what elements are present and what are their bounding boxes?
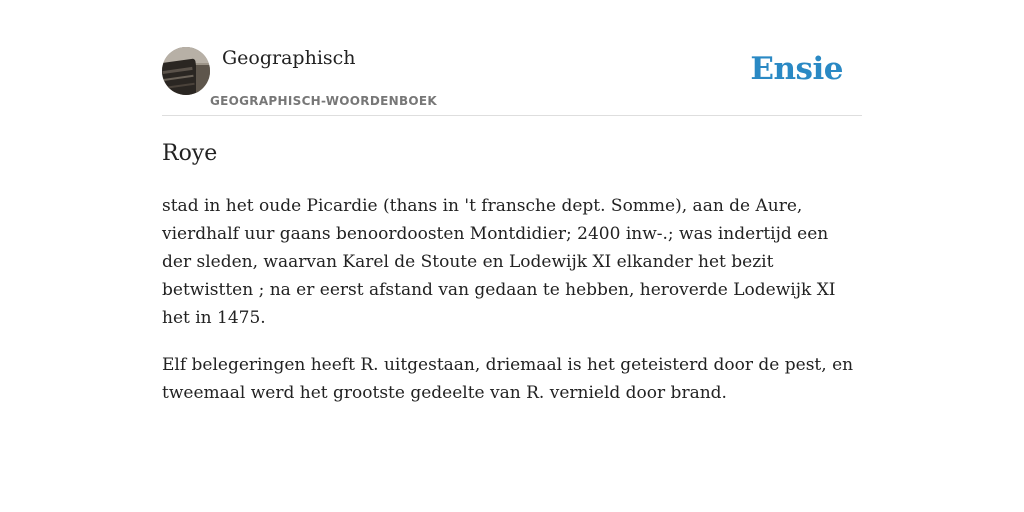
page-container (162, 0, 862, 512)
entry-title: Roye (162, 141, 218, 166)
definition-paragraph: Elf belegeringen heeft R. uitgestaan, driemaal is het geteisterd door de pest, en tweemaal werd het grootste gedeelte van R. vernield door brand. (162, 355, 854, 403)
ensie-logo-link[interactable]: Ensie (750, 51, 843, 87)
book-cover-icon (162, 47, 210, 95)
dictionary-subtitle: GEOGRAPHISCH-WOORDENBOEK (210, 94, 437, 108)
dictionary-header (162, 0, 862, 116)
entry-definition (162, 192, 862, 426)
dictionary-avatar[interactable] (162, 47, 210, 95)
definition-paragraph: stad in het oude Picardie (thans in 't fransche dept. Somme), aan de Aure, vierdhalf uur gaans benoordoosten Montdidier; 2400 inw-.; was indertijd een der sleden, waarvan Karel de Stoute en Lodewijk XI elkander het bezit betwistten ; na er eerst afstand van gedaan te hebben, heroverde Lodewijk XI het in 1475. (162, 196, 836, 328)
dictionary-title-link[interactable]: Geographisch (222, 47, 356, 69)
